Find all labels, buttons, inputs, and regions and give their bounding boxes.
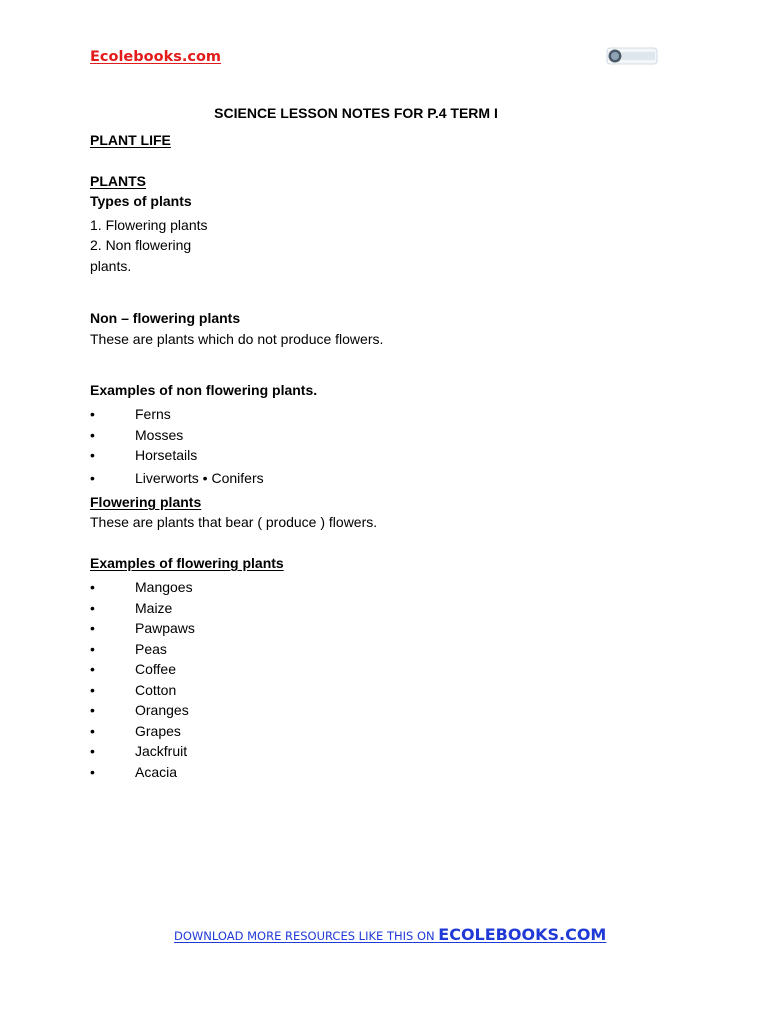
types-item: 2. Non flowering <box>90 237 192 253</box>
bullet-icon: • <box>90 743 95 759</box>
flowering-examples-heading: Examples of flowering plants <box>90 555 284 571</box>
topic-heading: PLANT LIFE <box>90 132 171 148</box>
bullet-icon: • <box>90 599 95 616</box>
subtopic-heading: PLANTS <box>90 173 146 189</box>
bullet-icon: • <box>90 406 95 422</box>
list-item-label: Grapes <box>135 722 181 739</box>
bullet-icon: • <box>90 661 95 677</box>
bullet-icon: • <box>90 763 95 780</box>
flowering-definition: These are plants that bear ( produce ) flowers. <box>90 514 378 530</box>
brand-link[interactable]: Ecolebooks.com <box>90 49 222 65</box>
list-item-label: Peas <box>135 640 167 657</box>
list-item-label: Maize <box>135 599 173 616</box>
flowering-heading: Flowering plants <box>90 494 202 510</box>
list-item-label: Oranges <box>135 702 189 718</box>
bullet-icon: • <box>90 702 95 718</box>
bullet-icon: • <box>90 681 95 698</box>
list-item-label: Acacia <box>135 763 178 780</box>
list-item-label: Liverworts • Conifers <box>135 470 264 486</box>
list-item-label: Jackfruit <box>135 743 188 759</box>
bullet-icon: • <box>90 470 95 486</box>
types-heading: Types of plants <box>90 193 192 209</box>
footer-site: ECOLEBOOKS.COM <box>438 925 607 944</box>
non-flowering-heading: Non – flowering plants <box>90 310 241 326</box>
list-item-label: Mosses <box>135 426 184 443</box>
list-item-label: Ferns <box>135 406 171 422</box>
non-flowering-definition: These are plants which do not produce flowers. <box>90 331 384 347</box>
footer-prefix: DOWNLOAD MORE RESOURCES LIKE THIS ON <box>174 929 439 943</box>
types-item: plants. <box>90 258 132 274</box>
list-item-label: Horsetails <box>135 447 198 463</box>
bullet-icon: • <box>90 640 95 657</box>
ecolebooks-logo <box>606 47 658 65</box>
bullet-icon: • <box>90 620 95 636</box>
bullet-icon: • <box>90 579 95 595</box>
page-title: SCIENCE LESSON NOTES FOR P.4 TERM I <box>214 105 498 121</box>
non-flowering-examples-heading: Examples of non flowering plants. <box>90 382 318 398</box>
download-resources-link[interactable] <box>174 925 606 944</box>
bullet-icon: • <box>90 447 95 463</box>
types-item: 1. Flowering plants <box>90 217 208 233</box>
list-item-label: Pawpaws <box>135 620 195 636</box>
bullet-icon: • <box>90 722 95 739</box>
list-item-label: Cotton <box>135 681 177 698</box>
list-item-label: Mangoes <box>135 579 193 595</box>
list-item-label: Coffee <box>135 661 176 677</box>
bullet-icon: • <box>90 426 95 443</box>
